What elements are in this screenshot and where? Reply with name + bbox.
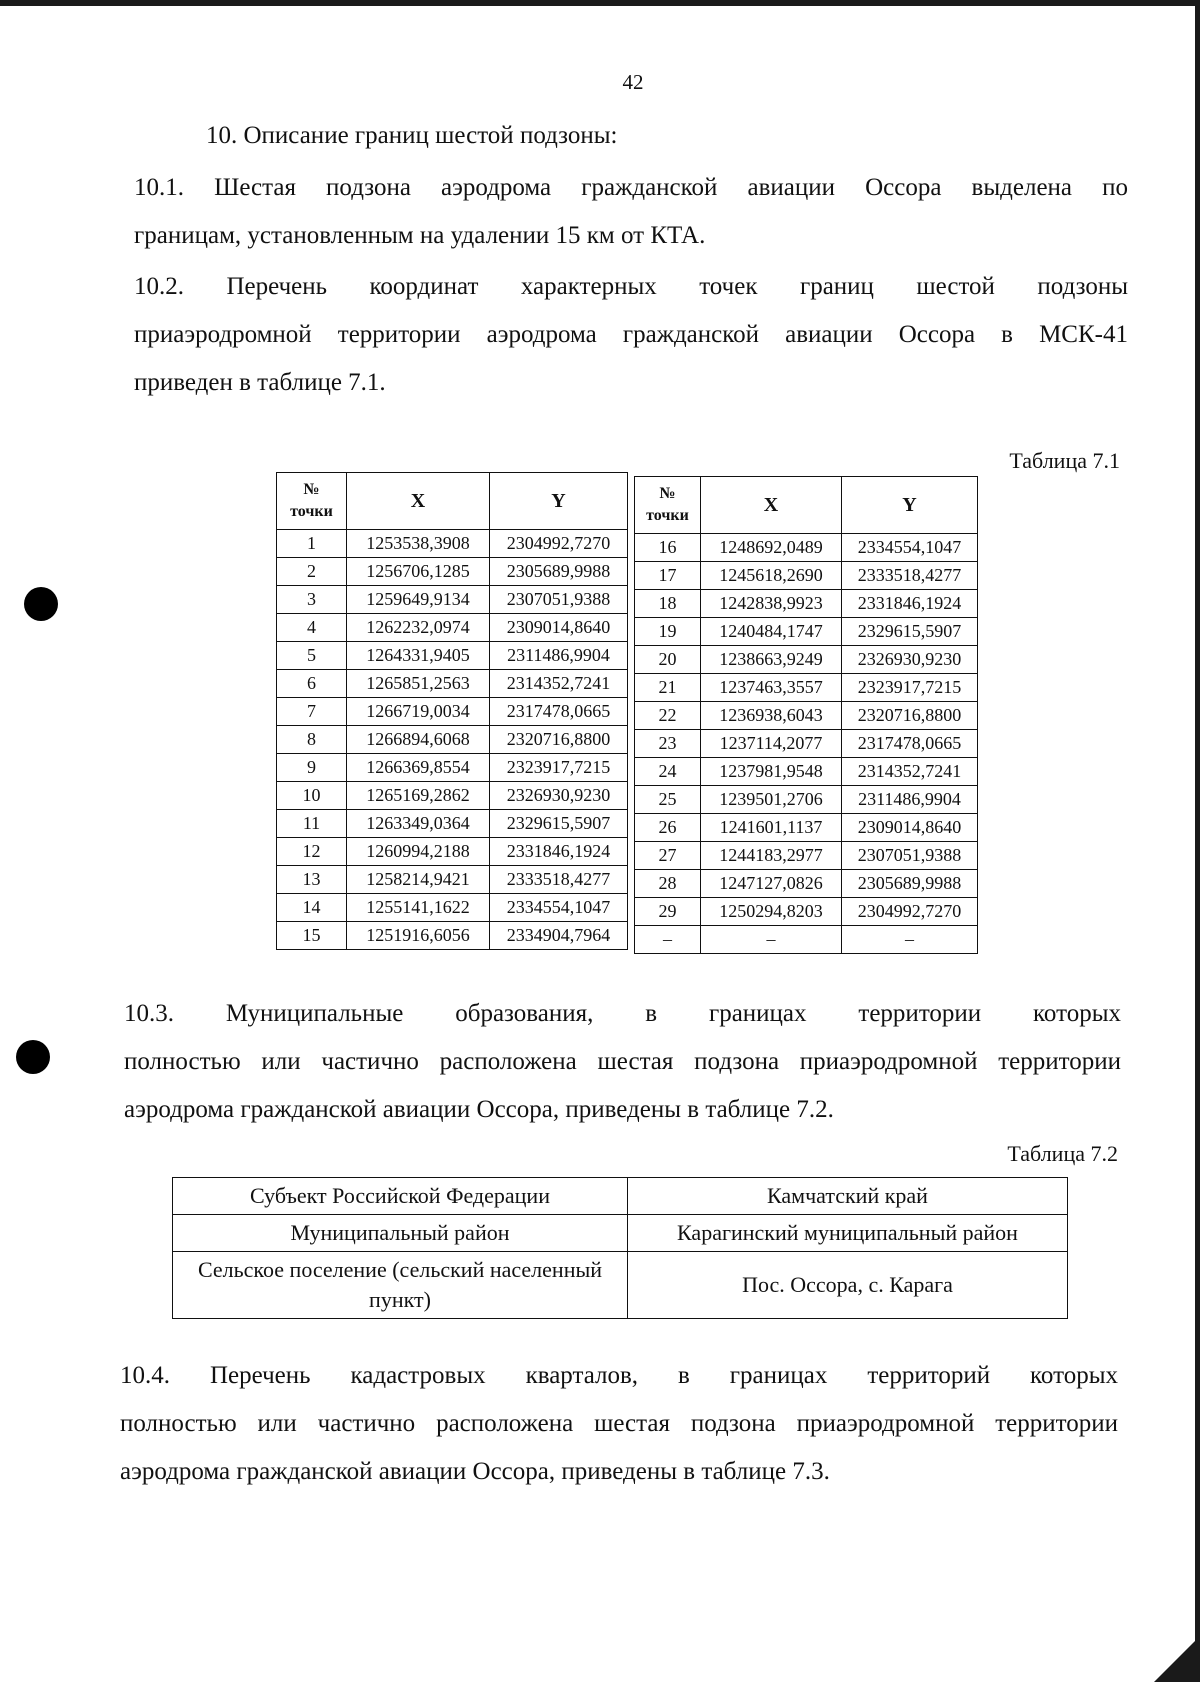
y-coordinate-cell: 2307051,9388 xyxy=(490,586,628,614)
point-number-cell: 16 xyxy=(635,534,701,562)
scan-corner xyxy=(1154,1636,1200,1682)
table-row xyxy=(635,702,978,730)
table-row xyxy=(277,810,628,838)
table-row xyxy=(635,814,978,842)
point-number-cell: 29 xyxy=(635,898,701,926)
text-line: аэродрома гражданской авиации Оссора, приведены в таблице 7.2. xyxy=(124,1096,834,1123)
table-row xyxy=(277,838,628,866)
table-7-1-caption: Таблица 7.1 xyxy=(1009,448,1120,473)
table-row xyxy=(277,530,628,558)
y-coordinate-cell: 2334904,7964 xyxy=(490,922,628,950)
x-coordinate-cell: 1265169,2862 xyxy=(347,782,490,810)
point-number-cell: 9 xyxy=(277,754,347,782)
point-number-cell: 25 xyxy=(635,786,701,814)
point-number-cell: 22 xyxy=(635,702,701,730)
point-number-header xyxy=(277,473,347,530)
y-coordinate-cell: 2326930,9230 xyxy=(842,646,978,674)
attribute-name-cell: Субъект Российской Федерации xyxy=(173,1178,628,1215)
header-num-sign: № xyxy=(303,481,320,498)
x-coordinate-cell: 1260994,2188 xyxy=(347,838,490,866)
x-coordinate-cell: 1237981,9548 xyxy=(701,758,842,786)
header-point-label: точки xyxy=(646,507,689,524)
point-number-cell: 11 xyxy=(277,810,347,838)
point-number-cell: 12 xyxy=(277,838,347,866)
attribute-value-cell: Карагинский муниципальный район xyxy=(628,1215,1068,1252)
table-header-row xyxy=(635,477,978,534)
table-row xyxy=(277,782,628,810)
y-coordinate-cell: 2331846,1924 xyxy=(842,590,978,618)
text-line: приаэродромной территории аэродрома гражданской авиации Оссора в МСК-41 xyxy=(134,321,1128,348)
y-coordinate-cell: – xyxy=(842,926,978,954)
table-row xyxy=(277,754,628,782)
point-number-cell: 28 xyxy=(635,870,701,898)
table-row xyxy=(635,730,978,758)
x-coordinate-cell: 1256706,1285 xyxy=(347,558,490,586)
x-coordinate-cell: 1264331,9405 xyxy=(347,642,490,670)
y-header: Y xyxy=(490,473,628,530)
point-number-cell: 1 xyxy=(277,530,347,558)
x-coordinate-cell: 1240484,1747 xyxy=(701,618,842,646)
table-header-row xyxy=(277,473,628,530)
paragraph-10-4 xyxy=(120,1352,1118,1496)
table-row xyxy=(635,842,978,870)
point-number-cell: – xyxy=(635,926,701,954)
table-row xyxy=(277,866,628,894)
y-coordinate-cell: 2314352,7241 xyxy=(842,758,978,786)
attribute-name-cell: Сельское поселение (сельский населенный пункт) xyxy=(173,1252,628,1319)
coordinates-table-left xyxy=(276,472,628,950)
x-coordinate-cell: 1244183,2977 xyxy=(701,842,842,870)
x-coordinate-cell: 1258214,9421 xyxy=(347,866,490,894)
x-coordinate-cell: 1241601,1137 xyxy=(701,814,842,842)
table-row xyxy=(277,670,628,698)
y-coordinate-cell: 2309014,8640 xyxy=(490,614,628,642)
x-coordinate-cell: 1266719,0034 xyxy=(347,698,490,726)
point-number-cell: 14 xyxy=(277,894,347,922)
y-coordinate-cell: 2334554,1047 xyxy=(490,894,628,922)
x-coordinate-cell: 1262232,0974 xyxy=(347,614,490,642)
point-number-cell: 10 xyxy=(277,782,347,810)
table-row xyxy=(635,674,978,702)
table-row xyxy=(277,586,628,614)
table-row xyxy=(635,898,978,926)
x-coordinate-cell: 1266894,6068 xyxy=(347,726,490,754)
y-header: Y xyxy=(842,477,978,534)
point-number-cell: 18 xyxy=(635,590,701,618)
y-coordinate-cell: 2333518,4277 xyxy=(842,562,978,590)
paragraph-10-2 xyxy=(134,263,1128,407)
scan-border-top xyxy=(0,0,1200,6)
x-coordinate-cell: 1253538,3908 xyxy=(347,530,490,558)
y-coordinate-cell: 2329615,5907 xyxy=(842,618,978,646)
table-row xyxy=(635,926,978,954)
table-row xyxy=(635,618,978,646)
x-coordinate-cell: 1238663,9249 xyxy=(701,646,842,674)
section-10-heading xyxy=(206,112,1106,160)
point-number-cell: 15 xyxy=(277,922,347,950)
x-coordinate-cell: 1236938,6043 xyxy=(701,702,842,730)
point-number-cell: 3 xyxy=(277,586,347,614)
x-coordinate-cell: – xyxy=(701,926,842,954)
text-line: 10.3. Муниципальные образования, в границах территории которых xyxy=(124,1000,1121,1027)
point-number-cell: 27 xyxy=(635,842,701,870)
point-number-cell: 19 xyxy=(635,618,701,646)
table-7-2-caption: Таблица 7.2 xyxy=(1007,1141,1118,1166)
point-number-cell: 4 xyxy=(277,614,347,642)
point-number-cell: 7 xyxy=(277,698,347,726)
paragraph-10-3 xyxy=(124,990,1121,1134)
y-coordinate-cell: 2326930,9230 xyxy=(490,782,628,810)
attribute-value-cell: Пос. Оссора, с. Карага xyxy=(628,1252,1068,1319)
header-point-label: точки xyxy=(290,503,333,520)
table-row xyxy=(635,646,978,674)
table-row xyxy=(277,726,628,754)
text-line: приведен в таблице 7.1. xyxy=(134,369,386,396)
point-number-cell: 6 xyxy=(277,670,347,698)
table-row xyxy=(635,562,978,590)
table-row xyxy=(277,698,628,726)
scan-border-right xyxy=(1195,0,1200,1682)
x-coordinate-cell: 1237114,2077 xyxy=(701,730,842,758)
point-number-cell: 24 xyxy=(635,758,701,786)
table-row xyxy=(277,558,628,586)
coordinates-table-right xyxy=(634,476,978,954)
y-coordinate-cell: 2314352,7241 xyxy=(490,670,628,698)
table-row xyxy=(173,1178,1068,1215)
attribute-name-cell: Муниципальный район xyxy=(173,1215,628,1252)
point-number-cell: 20 xyxy=(635,646,701,674)
y-coordinate-cell: 2333518,4277 xyxy=(490,866,628,894)
text-line: полностью или частично расположена шестая подзона приаэродромной территории xyxy=(120,1410,1118,1437)
text-line: полностью или частично расположена шестая подзона приаэродромной территории xyxy=(124,1048,1121,1075)
point-number-cell: 2 xyxy=(277,558,347,586)
x-coordinate-cell: 1250294,8203 xyxy=(701,898,842,926)
x-coordinate-cell: 1237463,3557 xyxy=(701,674,842,702)
table-row xyxy=(277,894,628,922)
y-coordinate-cell: 2311486,9904 xyxy=(842,786,978,814)
y-coordinate-cell: 2329615,5907 xyxy=(490,810,628,838)
point-number-cell: 17 xyxy=(635,562,701,590)
x-coordinate-cell: 1263349,0364 xyxy=(347,810,490,838)
table-row xyxy=(635,534,978,562)
municipal-table xyxy=(172,1177,1068,1319)
point-number-cell: 8 xyxy=(277,726,347,754)
y-coordinate-cell: 2320716,8800 xyxy=(490,726,628,754)
text-line: 10.2. Перечень координат характерных точек границ шестой подзоны xyxy=(134,273,1128,300)
y-coordinate-cell: 2307051,9388 xyxy=(842,842,978,870)
x-coordinate-cell: 1251916,6056 xyxy=(347,922,490,950)
punch-hole xyxy=(16,1040,50,1074)
x-coordinate-cell: 1248692,0489 xyxy=(701,534,842,562)
x-coordinate-cell: 1265851,2563 xyxy=(347,670,490,698)
y-coordinate-cell: 2317478,0665 xyxy=(490,698,628,726)
x-coordinate-cell: 1259649,9134 xyxy=(347,586,490,614)
point-number-cell: 26 xyxy=(635,814,701,842)
table-row xyxy=(173,1215,1068,1252)
y-coordinate-cell: 2334554,1047 xyxy=(842,534,978,562)
table-row xyxy=(635,590,978,618)
y-coordinate-cell: 2331846,1924 xyxy=(490,838,628,866)
table-row xyxy=(173,1252,1068,1319)
point-number-cell: 13 xyxy=(277,866,347,894)
text-line: 10. Описание границ шестой подзоны: xyxy=(206,122,618,149)
table-row xyxy=(635,758,978,786)
text-line: аэродрома гражданской авиации Оссора, приведены в таблице 7.3. xyxy=(120,1458,830,1485)
text-line: 10.1. Шестая подзона аэродрома гражданской авиации Оссора выделена по xyxy=(134,174,1128,201)
x-coordinate-cell: 1245618,2690 xyxy=(701,562,842,590)
y-coordinate-cell: 2320716,8800 xyxy=(842,702,978,730)
page-number: 42 xyxy=(622,70,644,94)
table-row xyxy=(277,642,628,670)
table-row xyxy=(635,870,978,898)
attribute-value-cell: Камчатский край xyxy=(628,1178,1068,1215)
table-row xyxy=(277,614,628,642)
y-coordinate-cell: 2323917,7215 xyxy=(842,674,978,702)
x-header: X xyxy=(701,477,842,534)
x-header: X xyxy=(347,473,490,530)
paragraph-10-1 xyxy=(134,164,1128,260)
point-number-header xyxy=(635,477,701,534)
y-coordinate-cell: 2304992,7270 xyxy=(490,530,628,558)
y-coordinate-cell: 2317478,0665 xyxy=(842,730,978,758)
point-number-cell: 23 xyxy=(635,730,701,758)
point-number-cell: 5 xyxy=(277,642,347,670)
y-coordinate-cell: 2304992,7270 xyxy=(842,898,978,926)
text-line: 10.4. Перечень кадастровых кварталов, в границах территорий которых xyxy=(120,1362,1118,1389)
punch-hole xyxy=(24,587,58,621)
y-coordinate-cell: 2323917,7215 xyxy=(490,754,628,782)
y-coordinate-cell: 2305689,9988 xyxy=(842,870,978,898)
table-row xyxy=(635,786,978,814)
table-row xyxy=(277,922,628,950)
y-coordinate-cell: 2305689,9988 xyxy=(490,558,628,586)
x-coordinate-cell: 1239501,2706 xyxy=(701,786,842,814)
header-num-sign: № xyxy=(659,485,676,502)
point-number-cell: 21 xyxy=(635,674,701,702)
x-coordinate-cell: 1255141,1622 xyxy=(347,894,490,922)
x-coordinate-cell: 1247127,0826 xyxy=(701,870,842,898)
y-coordinate-cell: 2311486,9904 xyxy=(490,642,628,670)
text-line: границам, установленным на удалении 15 км от КТА. xyxy=(134,222,706,249)
x-coordinate-cell: 1242838,9923 xyxy=(701,590,842,618)
x-coordinate-cell: 1266369,8554 xyxy=(347,754,490,782)
y-coordinate-cell: 2309014,8640 xyxy=(842,814,978,842)
